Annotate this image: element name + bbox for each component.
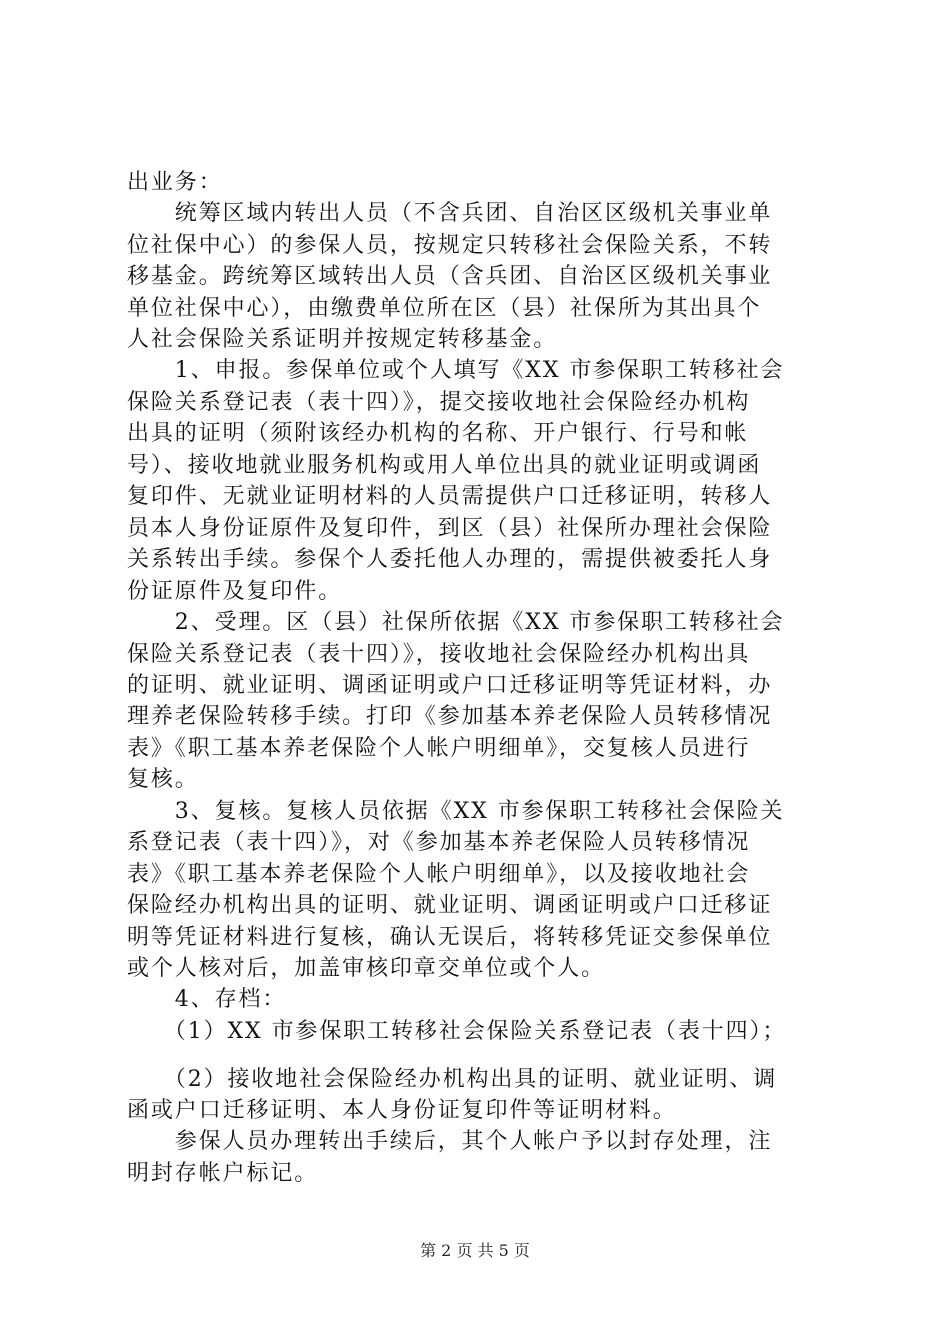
- text-line: 系登记表（表十四）》，对《参加基本养老保险人员转移情况: [127, 830, 751, 856]
- text-line: 明封存帐户标记。: [127, 1160, 319, 1186]
- text-line: 理养老保险转移手续。打印《参加基本养老保险人员转移情况: [127, 704, 773, 730]
- text-line: 保险关系登记表（表十四）》，提交接收地社会保险经办机构: [127, 389, 751, 415]
- text-line: 表》《职工基本养老保险个人帐户明细单》，交复核人员进行: [127, 735, 751, 761]
- text-line: 1、申报。参保单位或个人填写《XX 市参保职工转移社会: [127, 358, 785, 384]
- text-line: 移基金。跨统筹区域转出人员（含兵团、自治区区级机关事业: [127, 264, 773, 290]
- text-line: 单位社保中心），由缴费单位所在区（县）社保所为其出具个: [127, 295, 762, 321]
- text-line: 明等凭证材料进行复核，确认无误后，将转移凭证交参保单位: [127, 924, 773, 950]
- text-line: 保险关系登记表（表十四）》，接收地社会保险经办机构出具: [127, 641, 751, 667]
- text-line: 复印件、无就业证明材料的人员需提供户口迁移证明，转移人: [127, 484, 773, 510]
- text-line: 保险经办机构出具的证明、就业证明、调函证明或户口迁移证: [127, 893, 773, 919]
- text-line: 参保人员办理转出手续后，其个人帐户予以封存处理，注: [127, 1129, 773, 1155]
- text-line: （1）XX 市参保职工转移社会保险关系登记表（表十四）；: [127, 1018, 787, 1044]
- text-line: 2、受理。区（县）社保所依据《XX 市参保职工转移社会: [127, 610, 785, 636]
- text-line: 关系转出手续。参保个人委托他人办理的，需提供被委托人身: [127, 547, 773, 573]
- text-line: 号）、接收地就业服务机构或用人单位出具的就业证明或调函: [127, 452, 762, 478]
- text-line: 4、存档：: [127, 987, 287, 1013]
- text-line: 位社保中心）的参保人员，按规定只转移社会保险关系，不转: [127, 232, 773, 258]
- text-line: 统筹区域内转出人员（不含兵团、自治区区级机关事业单: [127, 201, 773, 227]
- text-line: 出具的证明（须附该经办机构的名称、开户银行、行号和帐: [127, 421, 749, 447]
- text-line: 复核。: [127, 767, 199, 793]
- text-line: 表》《职工基本养老保险个人帐户明细单》，以及接收地社会: [127, 861, 751, 887]
- text-line: （2）接收地社会保险经办机构出具的证明、就业证明、调: [127, 1066, 778, 1092]
- text-line: 份证原件及复印件。: [127, 578, 343, 604]
- text-line: 3、复核。复核人员依据《XX 市参保职工转移社会保险关: [127, 798, 785, 824]
- text-line: 或个人核对后，加盖审核印章交单位或个人。: [127, 956, 606, 982]
- text-line: 的证明、就业证明、调函证明或户口迁移证明等凭证材料，办: [127, 672, 773, 698]
- text-line: 出业务：: [127, 169, 223, 195]
- text-line: 人社会保险关系证明并按规定转移基金。: [127, 327, 558, 353]
- text-line: 函或户口迁移证明、本人身份证复印件等证明材料。: [127, 1098, 677, 1124]
- text-line: 员本人身份证原件及复印件，到区（县）社保所办理社会保险: [127, 515, 773, 541]
- page-footer: 第 2 页 共 5 页: [420, 1241, 530, 1260]
